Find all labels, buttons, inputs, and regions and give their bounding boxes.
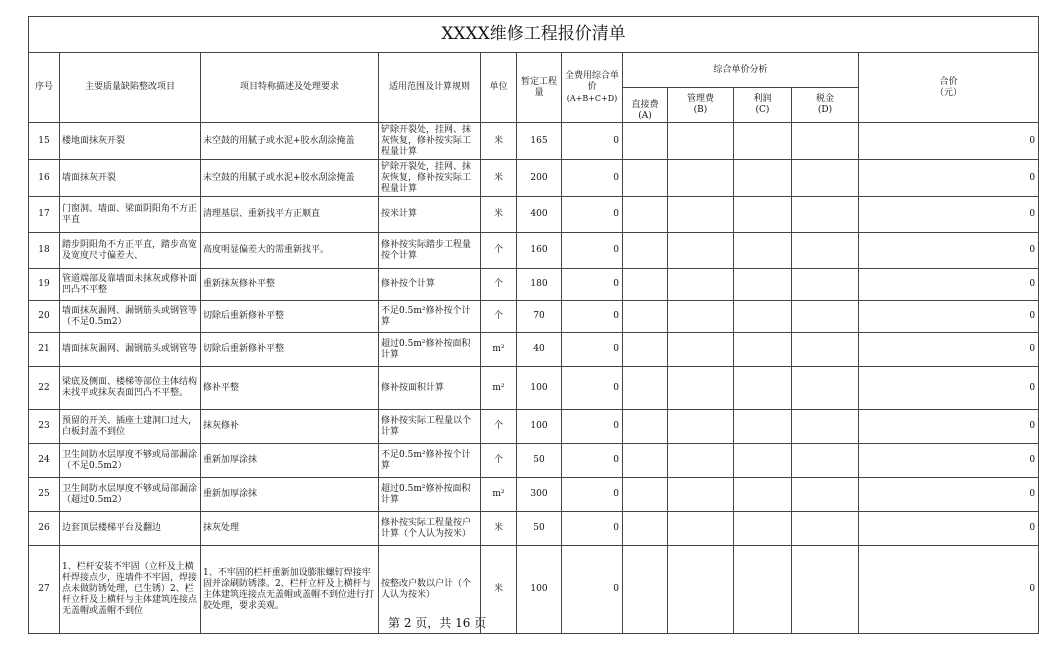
cell-qty: 400	[517, 197, 562, 233]
cell-mgmt	[668, 233, 734, 269]
cell-direct	[623, 269, 668, 301]
cell-seq: 22	[29, 367, 60, 410]
cell-tax	[792, 197, 859, 233]
cell-unit-price: 0	[562, 269, 623, 301]
header-mgmt	[668, 88, 734, 123]
cell-desc: 抹灰修补	[201, 410, 379, 444]
cell-direct	[623, 123, 668, 160]
cell-profit	[734, 478, 792, 512]
cell-rule: 铲除开裂处，挂网、抹灰恢复，修补按实际工程量计算	[379, 123, 481, 160]
header-qty: 暂定工程量	[517, 53, 562, 123]
cell-unit-price: 0	[562, 197, 623, 233]
cell-desc: 1、不牢固的栏杆重新加设膨胀螺钉焊接牢固并涂刷防锈漆。2、栏杆立杆及上横杆与主体建筑连接点无盖帽或盖帽不到位进行打胶处理，要求美观。	[201, 546, 379, 634]
cell-unit: 米	[481, 123, 517, 160]
header-rule: 适用范围及计算规则	[379, 53, 481, 123]
cell-profit	[734, 197, 792, 233]
cell-unit: 个	[481, 410, 517, 444]
cell-qty: 100	[517, 546, 562, 634]
cell-mgmt	[668, 269, 734, 301]
cell-direct	[623, 301, 668, 333]
table-row	[29, 269, 1039, 301]
cell-direct	[623, 546, 668, 634]
cell-qty: 180	[517, 269, 562, 301]
cell-price: 0	[859, 478, 1039, 512]
cell-unit-price: 0	[562, 160, 623, 197]
cell-qty: 165	[517, 123, 562, 160]
table-row	[29, 410, 1039, 444]
quote-table	[28, 16, 1039, 634]
cell-direct	[623, 233, 668, 269]
cell-desc: 切除后重新修补平整	[201, 301, 379, 333]
cell-tax	[792, 367, 859, 410]
cell-rule: 修补按实际工程量以个计算	[379, 410, 481, 444]
header-seq: 序号	[29, 53, 60, 123]
table-row	[29, 160, 1039, 197]
cell-tax	[792, 123, 859, 160]
table-row	[29, 123, 1039, 160]
cell-item: 踏步阴阳角不方正平直，踏步高宽及宽度尺寸偏差大、	[60, 233, 201, 269]
cell-price: 0	[859, 410, 1039, 444]
cell-item: 楼地面抹灰开裂	[60, 123, 201, 160]
header-desc: 项目特称描述及处理要求	[201, 53, 379, 123]
cell-tax	[792, 512, 859, 546]
cell-item: 梁底及侧面、楼梯等部位主体结构未找平或抹灰表面凹凸不平整。	[60, 367, 201, 410]
cell-item: 墙面抹灰漏网、漏钢筋头或钢管等	[60, 333, 201, 367]
cell-direct	[623, 197, 668, 233]
cell-price: 0	[859, 123, 1039, 160]
cell-mgmt	[668, 444, 734, 478]
cell-desc: 重新加厚涂抹	[201, 444, 379, 478]
cell-rule: 修补按实际踏步工程量按个计算	[379, 233, 481, 269]
cell-rule: 不足0.5m²修补按个计算	[379, 444, 481, 478]
cell-item: 门窗洞、墙面、梁面阴阳角不方正平直	[60, 197, 201, 233]
header-mgmt-code: (B)	[693, 105, 708, 115]
cell-price: 0	[859, 333, 1039, 367]
cell-tax	[792, 301, 859, 333]
header-total-unit-label: 全费用综合单价	[564, 71, 619, 92]
cell-desc: 修补平整	[201, 367, 379, 410]
cell-direct	[623, 333, 668, 367]
cell-seq: 26	[29, 512, 60, 546]
cell-seq: 21	[29, 333, 60, 367]
cell-rule: 修补按个计算	[379, 269, 481, 301]
table-row	[29, 512, 1039, 546]
header-mgmt-label: 管理费	[686, 94, 714, 104]
table-row	[29, 233, 1039, 269]
cell-price: 0	[859, 233, 1039, 269]
cell-unit-price: 0	[562, 410, 623, 444]
cell-rule: 修补按实际工程量按户计算（个人认为按米）	[379, 512, 481, 546]
cell-desc: 未空鼓的用腻子或水泥+胶水刮涂掩盖	[201, 123, 379, 160]
cell-desc: 抹灰处理	[201, 512, 379, 546]
table-body	[29, 123, 1039, 634]
cell-item: 预留的开关、插座土建洞口过大，白板封盖不到位	[60, 410, 201, 444]
cell-profit	[734, 333, 792, 367]
header-price-label: 合价	[939, 76, 958, 87]
cell-rule: 按米计算	[379, 197, 481, 233]
cell-unit-price: 0	[562, 367, 623, 410]
cell-profit	[734, 367, 792, 410]
header-profit-code: (C)	[755, 105, 770, 115]
page-title: XXXX维修工程报价清单	[29, 17, 1039, 53]
cell-price: 0	[859, 512, 1039, 546]
cell-item: 卫生间防水层厚度不够或局部漏涂（超过0.5m2）	[60, 478, 201, 512]
cell-tax	[792, 410, 859, 444]
header-total-unit-formula: (A+B+C+D)	[566, 94, 618, 103]
cell-price: 0	[859, 197, 1039, 233]
cell-qty: 200	[517, 160, 562, 197]
cell-mgmt	[668, 546, 734, 634]
cell-mgmt	[668, 123, 734, 160]
table-row	[29, 367, 1039, 410]
cell-seq: 18	[29, 233, 60, 269]
cell-price: 0	[859, 444, 1039, 478]
table-row	[29, 301, 1039, 333]
cell-seq: 17	[29, 197, 60, 233]
cell-seq: 25	[29, 478, 60, 512]
cell-desc: 未空鼓的用腻子或水泥+胶水刮涂掩盖	[201, 160, 379, 197]
cell-qty: 70	[517, 301, 562, 333]
header-price-unit: （元）	[935, 87, 963, 98]
cell-mgmt	[668, 478, 734, 512]
cell-profit	[734, 160, 792, 197]
cell-profit	[734, 123, 792, 160]
table-row	[29, 197, 1039, 233]
header-profit-label: 利润	[753, 94, 772, 104]
cell-mgmt	[668, 197, 734, 233]
cell-qty: 100	[517, 410, 562, 444]
cell-unit: m²	[481, 478, 517, 512]
cell-qty: 300	[517, 478, 562, 512]
table-row	[29, 333, 1039, 367]
cell-qty: 50	[517, 512, 562, 546]
cell-qty: 40	[517, 333, 562, 367]
cell-desc: 清理基层、重新找平方正顺直	[201, 197, 379, 233]
cell-seq: 20	[29, 301, 60, 333]
cell-unit-price: 0	[562, 233, 623, 269]
header-analysis: 综合单价分析	[623, 53, 859, 88]
header-total-unit	[562, 53, 623, 123]
header-direct-code: (A)	[638, 111, 652, 121]
header-unit: 单位	[481, 53, 517, 123]
cell-unit: 个	[481, 444, 517, 478]
cell-unit-price: 0	[562, 123, 623, 160]
cell-rule: 超过0.5m²修补按面积计算	[379, 333, 481, 367]
header-price	[859, 53, 1039, 123]
header-profit	[734, 88, 792, 123]
cell-profit	[734, 410, 792, 444]
cell-price: 0	[859, 546, 1039, 634]
cell-item: 管道端部及靠墙面未抹灰或修补面凹凸不平整	[60, 269, 201, 301]
cell-seq: 24	[29, 444, 60, 478]
cell-mgmt	[668, 512, 734, 546]
cell-unit: 个	[481, 233, 517, 269]
cell-profit	[734, 233, 792, 269]
header-tax-label: 税金	[815, 94, 834, 104]
cell-unit: 米	[481, 546, 517, 634]
cell-profit	[734, 546, 792, 634]
cell-unit-price: 0	[562, 478, 623, 512]
header-item: 主要质量缺陷整改项目	[60, 53, 201, 123]
cell-tax	[792, 160, 859, 197]
page-footer: 第 2 页，共 16 页	[388, 616, 487, 630]
cell-desc: 高度明显偏差大的需重新找平。	[201, 233, 379, 269]
cell-item: 1、栏杆安装不牢固（立杆及上横杆焊接点少，连墙件不牢固，焊接点未做防锈处理，已生锈）2、栏杆立杆及上横杆与主体建筑连接点无盖帽或盖帽不到位	[60, 546, 201, 634]
cell-rule: 修补按面积计算	[379, 367, 481, 410]
cell-mgmt	[668, 333, 734, 367]
cell-direct	[623, 512, 668, 546]
cell-price: 0	[859, 367, 1039, 410]
cell-direct	[623, 367, 668, 410]
table-row	[29, 444, 1039, 478]
cell-unit-price: 0	[562, 512, 623, 546]
cell-tax	[792, 333, 859, 367]
cell-direct	[623, 478, 668, 512]
cell-item: 墙面抹灰漏网、漏钢筋头或钢管等（不足0.5m2）	[60, 301, 201, 333]
cell-unit: 个	[481, 301, 517, 333]
cell-unit-price: 0	[562, 444, 623, 478]
cell-desc: 切除后重新修补平整	[201, 333, 379, 367]
cell-mgmt	[668, 367, 734, 410]
cell-price: 0	[859, 160, 1039, 197]
cell-mgmt	[668, 160, 734, 197]
cell-seq: 23	[29, 410, 60, 444]
header-direct	[623, 88, 668, 123]
header-tax-code: (D)	[817, 105, 833, 115]
cell-unit: m²	[481, 367, 517, 410]
cell-rule: 超过0.5m²修补按面积计算	[379, 478, 481, 512]
cell-profit	[734, 269, 792, 301]
cell-tax	[792, 478, 859, 512]
table-row	[29, 546, 1039, 634]
cell-direct	[623, 410, 668, 444]
cell-unit: 米	[481, 512, 517, 546]
cell-price: 0	[859, 269, 1039, 301]
header-direct-label: 直接费	[631, 100, 659, 110]
cell-mgmt	[668, 301, 734, 333]
cell-unit: 米	[481, 160, 517, 197]
cell-mgmt	[668, 410, 734, 444]
cell-item: 边套顶层楼梯平台及翻边	[60, 512, 201, 546]
cell-qty: 50	[517, 444, 562, 478]
cell-unit: 个	[481, 269, 517, 301]
cell-seq: 27	[29, 546, 60, 634]
cell-seq: 19	[29, 269, 60, 301]
cell-desc: 重新抹灰修补平整	[201, 269, 379, 301]
cell-tax	[792, 546, 859, 634]
cell-profit	[734, 444, 792, 478]
cell-tax	[792, 444, 859, 478]
cell-rule: 铲除开裂处，挂网、抹灰恢复，修补按实际工程量计算	[379, 160, 481, 197]
cell-price: 0	[859, 301, 1039, 333]
cell-unit-price: 0	[562, 301, 623, 333]
cell-item: 墙面抹灰开裂	[60, 160, 201, 197]
cell-qty: 100	[517, 367, 562, 410]
cell-unit-price: 0	[562, 333, 623, 367]
cell-qty: 160	[517, 233, 562, 269]
cell-direct	[623, 444, 668, 478]
cell-unit: m²	[481, 333, 517, 367]
cell-rule: 按整改户数以户计（个人认为按米）	[379, 546, 481, 634]
cell-seq: 15	[29, 123, 60, 160]
cell-tax	[792, 233, 859, 269]
cell-tax	[792, 269, 859, 301]
header-tax	[792, 88, 859, 123]
cell-desc: 重新加厚涂抹	[201, 478, 379, 512]
cell-unit-price: 0	[562, 546, 623, 634]
cell-profit	[734, 301, 792, 333]
cell-direct	[623, 160, 668, 197]
cell-rule: 不足0.5m²修补按个计算	[379, 301, 481, 333]
table-row	[29, 478, 1039, 512]
cell-unit: 米	[481, 197, 517, 233]
cell-item: 卫生间防水层厚度不够或局部漏涂（不足0.5m2）	[60, 444, 201, 478]
cell-profit	[734, 512, 792, 546]
cell-seq: 16	[29, 160, 60, 197]
